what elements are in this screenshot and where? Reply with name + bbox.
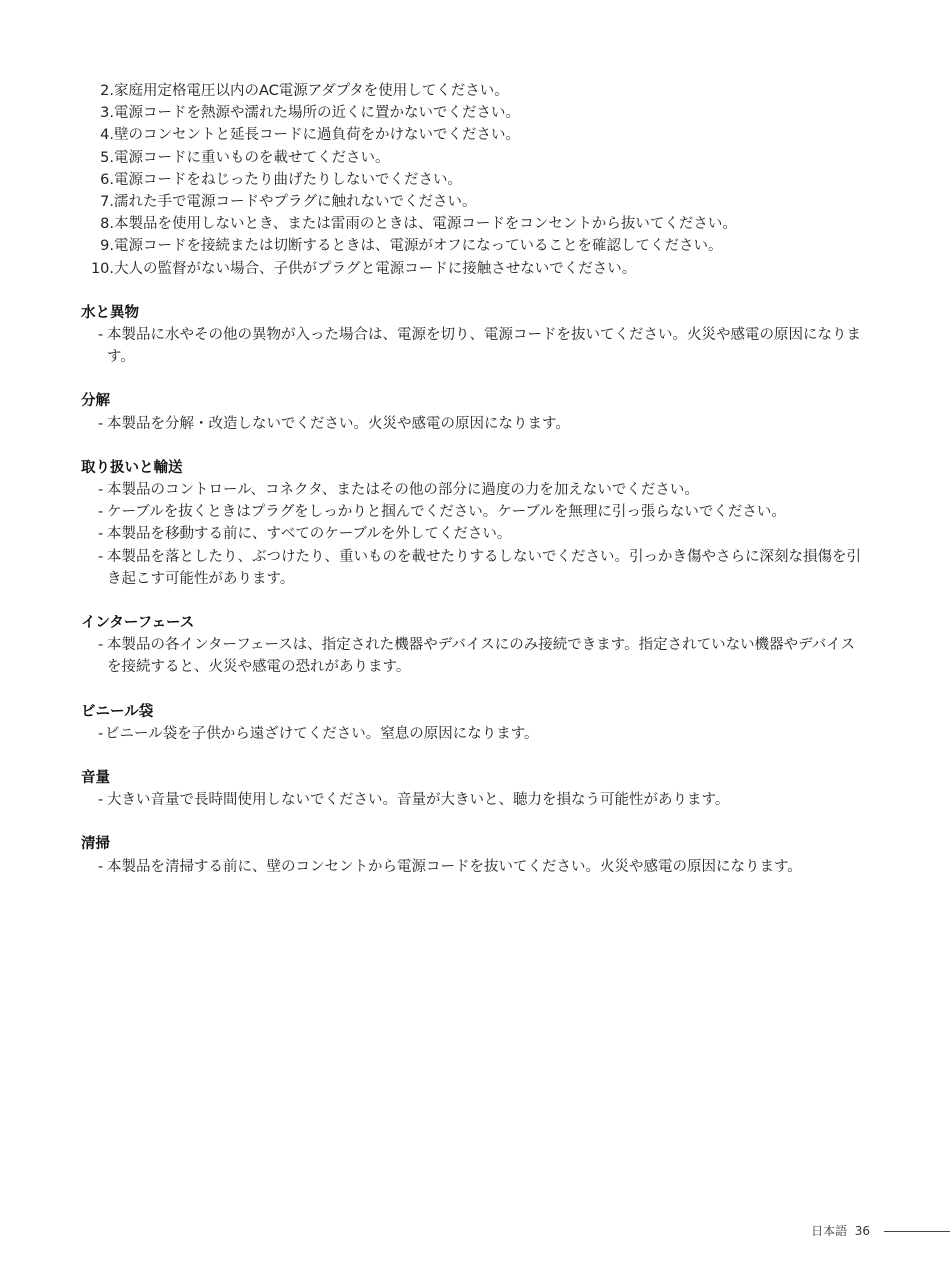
item-text: 濡れた手で電源コードやプラグに触れないでください。 bbox=[114, 194, 477, 211]
bullet-dash: - bbox=[98, 504, 104, 521]
bullet-text: 本製品を移動する前に、すべてのケーブルを外してください。 bbox=[107, 526, 512, 543]
bullet-item bbox=[0, 856, 867, 878]
bullet-list bbox=[0, 723, 950, 745]
item-number: 6. bbox=[100, 171, 114, 188]
bullet-list bbox=[0, 324, 950, 368]
list-item bbox=[0, 191, 950, 213]
bullet-text: 本製品を分解・改造しないでください。火災や感電の原因になります。 bbox=[107, 415, 570, 432]
bullet-text: 本製品を落としたり、ぶつけたり、重いものを載せたりするしないでください。引っかき傷やさらに深刻な損傷を引き起こす可能性があります。 bbox=[107, 548, 861, 587]
section-interface bbox=[0, 612, 950, 679]
section-heading: 音量 bbox=[81, 770, 110, 787]
item-text: 電源コードを熱源や濡れた場所の近くに置かないでください。 bbox=[114, 105, 520, 122]
section-heading: インターフェース bbox=[81, 615, 195, 632]
bullet-item bbox=[0, 546, 867, 590]
bullet-dash: - bbox=[98, 482, 104, 499]
bullet-text: 本製品の各インターフェースは、指定された機器やデバイスにのみ接続できます。指定されていない機器やデバイスを接続すると、火災や感電の恐れがあります。 bbox=[107, 637, 856, 676]
bullet-text: ケーブルを抜くときはプラグをしっかりと掴んでください。ケーブルを無理に引っ張らないでください。 bbox=[107, 504, 786, 521]
item-text: 大人の監督がない場合、子供がプラグと電源コードに接触させないでください。 bbox=[114, 260, 637, 277]
list-item bbox=[0, 124, 950, 146]
section-heading: 清掃 bbox=[81, 836, 110, 853]
item-number: 2. bbox=[100, 83, 114, 99]
item-number: 4. bbox=[100, 127, 114, 144]
bullet-list bbox=[0, 789, 950, 811]
bullet-list bbox=[0, 856, 950, 878]
bullet-dash: - bbox=[98, 526, 104, 543]
item-text: 電源コードを接続または切断するときは、電源がオフになっていることを確認してください。 bbox=[114, 238, 723, 255]
bullet-dash: - bbox=[98, 792, 104, 809]
bullet-item bbox=[0, 479, 867, 501]
bullet-list bbox=[0, 634, 950, 678]
list-item bbox=[0, 235, 950, 257]
bullet-text: 本製品に水やその他の異物が入った場合は、電源を切り、電源コードを抜いてください。火災や感電の原因になります。 bbox=[107, 327, 861, 366]
bullet-dash: - bbox=[98, 725, 104, 742]
bullet-text: ビニール袋を子供から遠ざけてください。窒息の原因になります。 bbox=[105, 725, 539, 742]
page-number: 36 bbox=[854, 1224, 870, 1238]
section-disassembly bbox=[0, 390, 950, 434]
bullet-dash: - bbox=[98, 327, 104, 344]
bullet-item bbox=[0, 723, 865, 745]
bullet-dash: - bbox=[98, 637, 104, 654]
section-heading: ビニール袋 bbox=[81, 703, 154, 720]
section-heading: 水と異物 bbox=[81, 304, 139, 321]
item-number: 3. bbox=[100, 105, 114, 122]
section-plastic-bag bbox=[0, 701, 950, 745]
page-footer bbox=[0, 1222, 950, 1242]
footer-language: 日本語 bbox=[811, 1224, 848, 1238]
bullet-text: 大きい音量で長時間使用しないでください。音量が大きいと、聴力を損なう可能性があります。 bbox=[107, 792, 730, 809]
section-volume bbox=[0, 767, 950, 811]
item-text: 本製品を使用しないとき、または雷雨のときは、電源コードをコンセントから抜いてください。 bbox=[114, 216, 737, 233]
list-item bbox=[0, 258, 950, 280]
section-water-foreign-objects bbox=[0, 302, 950, 369]
section-heading: 取り扱いと輸送 bbox=[81, 459, 183, 476]
section-handling-transport bbox=[0, 457, 950, 590]
safety-numbered-list bbox=[0, 80, 950, 280]
bullet-item bbox=[0, 634, 867, 678]
bullet-list bbox=[0, 479, 950, 590]
list-item bbox=[0, 102, 950, 124]
item-text: 電源コードに重いものを載せてください。 bbox=[114, 149, 390, 166]
list-item bbox=[0, 213, 950, 235]
bullet-item bbox=[0, 789, 867, 811]
item-number: 5. bbox=[100, 149, 114, 166]
bullet-dash: - bbox=[98, 548, 104, 565]
item-text: 家庭用定格電圧以内のAC電源アダプタを使用してください。 bbox=[114, 83, 509, 99]
bullet-text: 本製品を清掃する前に、壁のコンセントから電源コードを抜いてください。火災や感電の原因になります。 bbox=[107, 858, 802, 875]
bullet-list bbox=[0, 413, 950, 435]
list-item bbox=[0, 80, 950, 102]
page-content bbox=[0, 80, 950, 878]
footer-divider bbox=[884, 1231, 950, 1232]
item-text: 電源コードをねじったり曲げたりしないでください。 bbox=[114, 171, 462, 188]
bullet-item bbox=[0, 324, 867, 368]
bullet-item bbox=[0, 523, 867, 545]
section-heading: 分解 bbox=[81, 393, 110, 410]
list-item bbox=[0, 169, 950, 191]
bullet-item bbox=[0, 413, 867, 435]
item-number: 7. bbox=[100, 194, 114, 211]
item-number: 8. bbox=[100, 216, 114, 233]
item-number: 10. bbox=[90, 260, 114, 277]
item-number: 9. bbox=[100, 238, 114, 255]
list-item bbox=[0, 147, 950, 169]
bullet-text: 本製品のコントロール、コネクタ、またはその他の部分に過度の力を加えないでください。 bbox=[107, 482, 699, 499]
footer-label bbox=[811, 1222, 870, 1240]
bullet-item bbox=[0, 501, 867, 523]
section-cleaning bbox=[0, 833, 950, 877]
bullet-dash: - bbox=[98, 415, 104, 432]
item-text: 壁のコンセントと延長コードに過負荷をかけないでください。 bbox=[114, 127, 520, 144]
bullet-dash: - bbox=[98, 858, 104, 875]
